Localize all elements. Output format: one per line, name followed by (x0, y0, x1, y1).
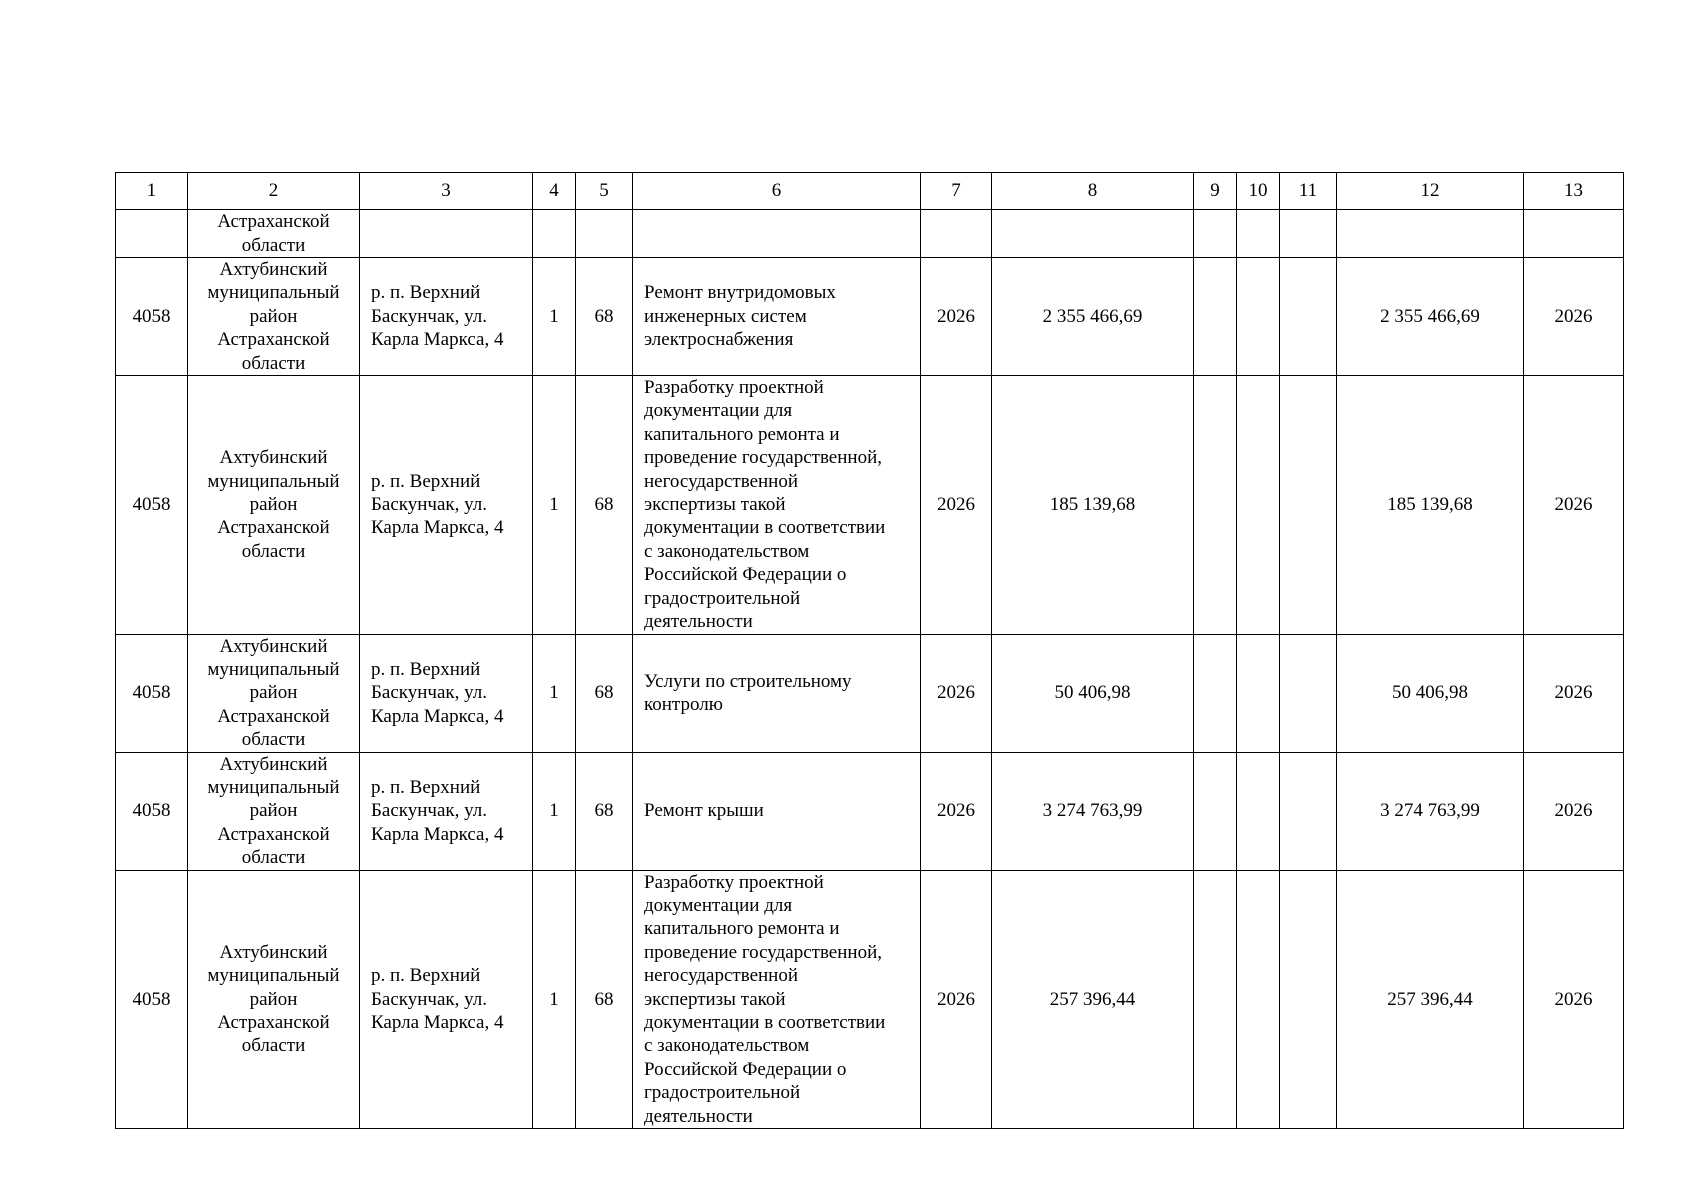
table-cell: 68 (576, 634, 633, 752)
table-cell-work-type: Разработку проектной документации для капитального ремонта и проведение государственной, негосударственной экспертизы такой документации в соответствии с законодательством Российской Федерации о градостроительной деятельности (633, 376, 921, 634)
table-row (116, 376, 1624, 634)
table-cell: 1 (533, 258, 576, 376)
table-cell-amount: 3 274 763,99 (1337, 752, 1524, 870)
table-cell (1237, 870, 1280, 1128)
table-cell (576, 210, 633, 258)
table-cell-year: 2026 (1524, 870, 1624, 1128)
table-cell: 1 (533, 376, 576, 634)
table-cell-municipality: Ахтубинский муниципальный район Астраханской области (188, 634, 360, 752)
table-cell-year: 2026 (1524, 634, 1624, 752)
table-cell (1280, 376, 1337, 634)
table-cell: 68 (576, 258, 633, 376)
table-cell-address: р. п. Верхний Баскунчак, ул. Карла Маркса, 4 (360, 376, 533, 634)
table-cell-amount: 3 274 763,99 (992, 752, 1194, 870)
column-header: 4 (533, 173, 576, 210)
column-header: 5 (576, 173, 633, 210)
table-cell-year: 2026 (921, 376, 992, 634)
table-cell-year: 2026 (1524, 376, 1624, 634)
table-cell-year: 2026 (921, 634, 992, 752)
table-cell-work-type: Ремонт внутридомовых инженерных систем электроснабжения (633, 258, 921, 376)
table-row (116, 752, 1624, 870)
table-cell-municipality: Ахтубинский муниципальный район Астраханской области (188, 870, 360, 1128)
table-row (116, 258, 1624, 376)
table-cell-address: р. п. Верхний Баскунчак, ул. Карла Маркса, 4 (360, 634, 533, 752)
table-cell-id: 4058 (116, 634, 188, 752)
table-cell (116, 210, 188, 258)
column-header: 9 (1194, 173, 1237, 210)
table-cell (633, 210, 921, 258)
table-cell-municipality: Ахтубинский муниципальный район Астраханской области (188, 752, 360, 870)
table-cell-year: 2026 (1524, 258, 1624, 376)
table-cell-work-type: Разработку проектной документации для капитального ремонта и проведение государственной, негосударственной экспертизы такой документации в соответствии с законодательством Российской Федерации о градостроительной деятельности (633, 870, 921, 1128)
table-cell: 68 (576, 752, 633, 870)
table-cell-id: 4058 (116, 258, 188, 376)
table-cell (1337, 210, 1524, 258)
table-cell-amount: 2 355 466,69 (992, 258, 1194, 376)
table-cell (1194, 210, 1237, 258)
table-cell: 1 (533, 634, 576, 752)
table-cell (1237, 634, 1280, 752)
table-row (116, 870, 1624, 1128)
table-cell-work-type: Ремонт крыши (633, 752, 921, 870)
column-header: 1 (116, 173, 188, 210)
table-cell-amount: 257 396,44 (1337, 870, 1524, 1128)
table-cell (1280, 752, 1337, 870)
column-header: 3 (360, 173, 533, 210)
table-cell: 1 (533, 870, 576, 1128)
table-cell-amount: 50 406,98 (1337, 634, 1524, 752)
column-header: 11 (1280, 173, 1337, 210)
table-cell: 68 (576, 870, 633, 1128)
table-cell-municipality: Ахтубинский муниципальный район Астраханской области (188, 376, 360, 634)
table-cell: 68 (576, 376, 633, 634)
table-cell (1194, 258, 1237, 376)
table-cell (1194, 634, 1237, 752)
table-cell (533, 210, 576, 258)
table-cell (1237, 210, 1280, 258)
table-cell-address: р. п. Верхний Баскунчак, ул. Карла Маркса, 4 (360, 870, 533, 1128)
table-cell-amount: 185 139,68 (992, 376, 1194, 634)
table-cell (1194, 752, 1237, 870)
table-cell (1280, 870, 1337, 1128)
table-cell-year: 2026 (921, 870, 992, 1128)
table-cell-year: 2026 (921, 258, 992, 376)
table-cell (1280, 258, 1337, 376)
table-cell (992, 210, 1194, 258)
table-row (116, 634, 1624, 752)
table-header-row (116, 173, 1624, 210)
table-cell-municipality: Ахтубинский муниципальный район Астраханской области (188, 258, 360, 376)
table-cell-amount: 50 406,98 (992, 634, 1194, 752)
table-cell-id: 4058 (116, 376, 188, 634)
table-cell: 1 (533, 752, 576, 870)
table-cell-amount: 185 139,68 (1337, 376, 1524, 634)
table-cell (1280, 634, 1337, 752)
column-header: 12 (1337, 173, 1524, 210)
column-header: 2 (188, 173, 360, 210)
table-cell-address: р. п. Верхний Баскунчак, ул. Карла Маркса, 4 (360, 752, 533, 870)
column-header: 6 (633, 173, 921, 210)
table-cell (1194, 870, 1237, 1128)
table-cell-address: р. п. Верхний Баскунчак, ул. Карла Маркса, 4 (360, 258, 533, 376)
column-header: 8 (992, 173, 1194, 210)
table-cell (1194, 376, 1237, 634)
table-cell-amount: 257 396,44 (992, 870, 1194, 1128)
table-cell-year: 2026 (1524, 752, 1624, 870)
table-cell-id: 4058 (116, 870, 188, 1128)
table-cell (1524, 210, 1624, 258)
table-cell (1237, 752, 1280, 870)
table-cell (1280, 210, 1337, 258)
table-cell-id: 4058 (116, 752, 188, 870)
table-cell (921, 210, 992, 258)
table-row-continuation (116, 210, 1624, 258)
table-cell (1237, 376, 1280, 634)
column-header: 13 (1524, 173, 1624, 210)
table-cell-municipality: Астраханской области (188, 210, 360, 258)
table-cell (1237, 258, 1280, 376)
register-table (115, 172, 1624, 1129)
table-cell-work-type: Услуги по строительному контролю (633, 634, 921, 752)
table-cell (360, 210, 533, 258)
column-header: 10 (1237, 173, 1280, 210)
table-cell-year: 2026 (921, 752, 992, 870)
table-cell-amount: 2 355 466,69 (1337, 258, 1524, 376)
column-header: 7 (921, 173, 992, 210)
